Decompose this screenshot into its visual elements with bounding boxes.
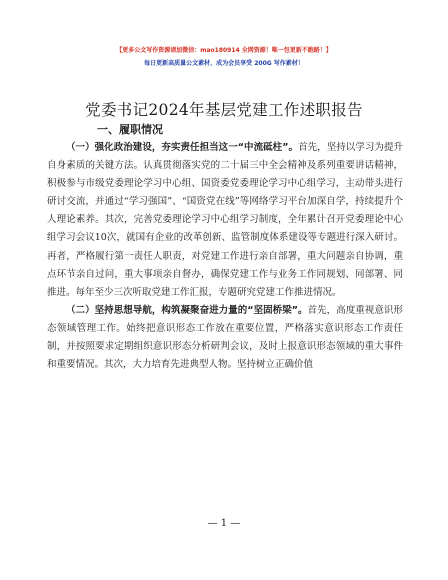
promo-banner-line2: 每日更新高质量公文素材，成为会员享受 200G 写作素材！	[144, 60, 304, 67]
paragraph-1-heading: （一）强化政治建设，夯实责任担当这一“中流砥柱”。	[66, 142, 299, 153]
paragraph-2-text: 首先，高度重视意识形态领域管理工作。始终把意识形态工作放在重要位置，严格落实意识形态工作责任制，并按照要求定期组织意识形态分析研判会议，及时上报意识形态领域的重大事件和重要情况。其次，大力培育先进典型人物。坚持树立正确价值	[47, 304, 403, 371]
paragraph-1	[47, 139, 403, 302]
document-title: 党委书记2024年基层党建工作述职报告	[85, 101, 363, 119]
document-body	[47, 139, 403, 374]
paragraph-2-heading: （二）坚持思想导航，构筑凝聚奋进力量的“坚固桥梁”。	[66, 304, 308, 316]
promo-banner-line1: 【更多公文写作资源请加微信：mao180914 全网资源！唯一包更新不跑路！】	[116, 47, 332, 54]
page-number: — 1 —	[207, 518, 241, 529]
paragraph-2	[47, 302, 403, 374]
section-heading: 一、履职情况	[97, 123, 163, 136]
paragraph-1-text: 首先，坚持以学习为提升自身素质的关键方法。认真贯彻落实党的二十届三中全会精神及系列重要讲话精神，积极参与市级党委理论学习中心组、国资委党委理论学习中心组学习，主动带头进行研讨交流，并通过“学习强国”、“国资党在线”等网络学习平台加深自学，持续提升个人理论素养。其次，完善党委理论学习中心组学习制度，全年累计召开党委理论中心组学习会议10次，就国有企业的改革创新、监管制度体系建设等专题进行深入研讨。再者，严格履行第一责任人职责，对党建工作进行亲自部署，重大问题亲自协调，重点环节亲自过问，重大事项亲自督办，确保党建工作与业务工作同规划、同部署、同推进。每年至少三次听取党建工作汇报，专题研究党建工作推进情况。	[47, 142, 403, 298]
